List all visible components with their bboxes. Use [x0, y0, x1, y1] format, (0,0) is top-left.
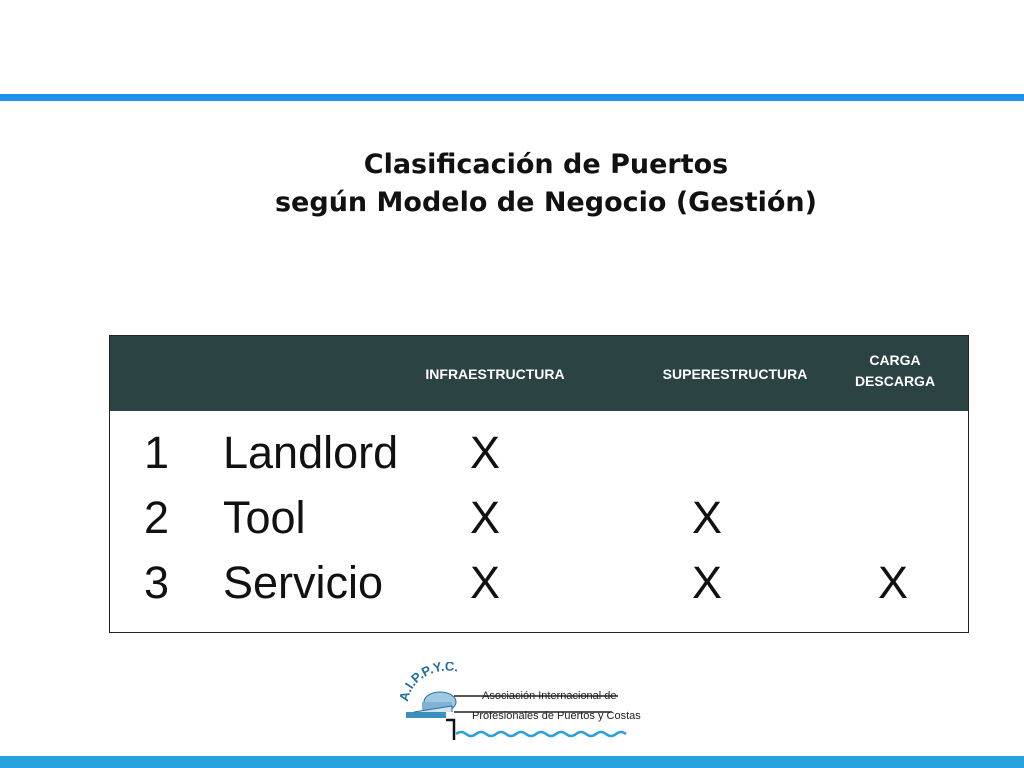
title-line-2: según Modelo de Negocio (Gestión): [274, 187, 817, 218]
row-number: 1: [144, 427, 170, 478]
header-infraestructura: INFRAESTRUCTURA: [425, 366, 565, 382]
logo-acronym: A.I.P.P.Y.C.: [396, 662, 460, 703]
row-infra-mark: X: [470, 557, 501, 608]
table-row: [110, 420, 968, 486]
logo-text-line-1: Asociación Internacional de: [482, 690, 617, 702]
top-accent-bar: [0, 94, 1024, 101]
table-row: [110, 550, 968, 616]
aippyc-logo: [392, 662, 642, 742]
slide-title: [0, 146, 1024, 222]
row-infra-mark: X: [470, 427, 501, 478]
logo-emblem-icon: [392, 662, 642, 742]
header-carga-descarga: [835, 350, 955, 392]
row-super-mark: X: [692, 557, 723, 608]
row-number: 3: [144, 557, 170, 608]
classification-table: [109, 335, 969, 633]
bottom-accent-bar: [0, 756, 1024, 768]
row-model-name: Tool: [223, 492, 306, 543]
row-infra-mark: X: [470, 492, 501, 543]
title-line-1: Clasificación de Puertos: [363, 149, 729, 180]
header-descarga: DESCARGA: [854, 373, 936, 389]
row-carga-mark: X: [878, 557, 909, 608]
header-superestructura: SUPERESTRUCTURA: [662, 366, 808, 382]
row-number: 2: [144, 492, 170, 543]
table-header-row: [110, 336, 968, 411]
row-super-mark: X: [692, 492, 723, 543]
header-carga: CARGA: [869, 352, 921, 368]
row-model-name: Landlord: [223, 427, 399, 478]
row-model-name: Servicio: [223, 557, 384, 608]
table-row: [110, 485, 968, 551]
logo-text-line-2: Profesionales de Puertos y Costas: [472, 710, 641, 722]
